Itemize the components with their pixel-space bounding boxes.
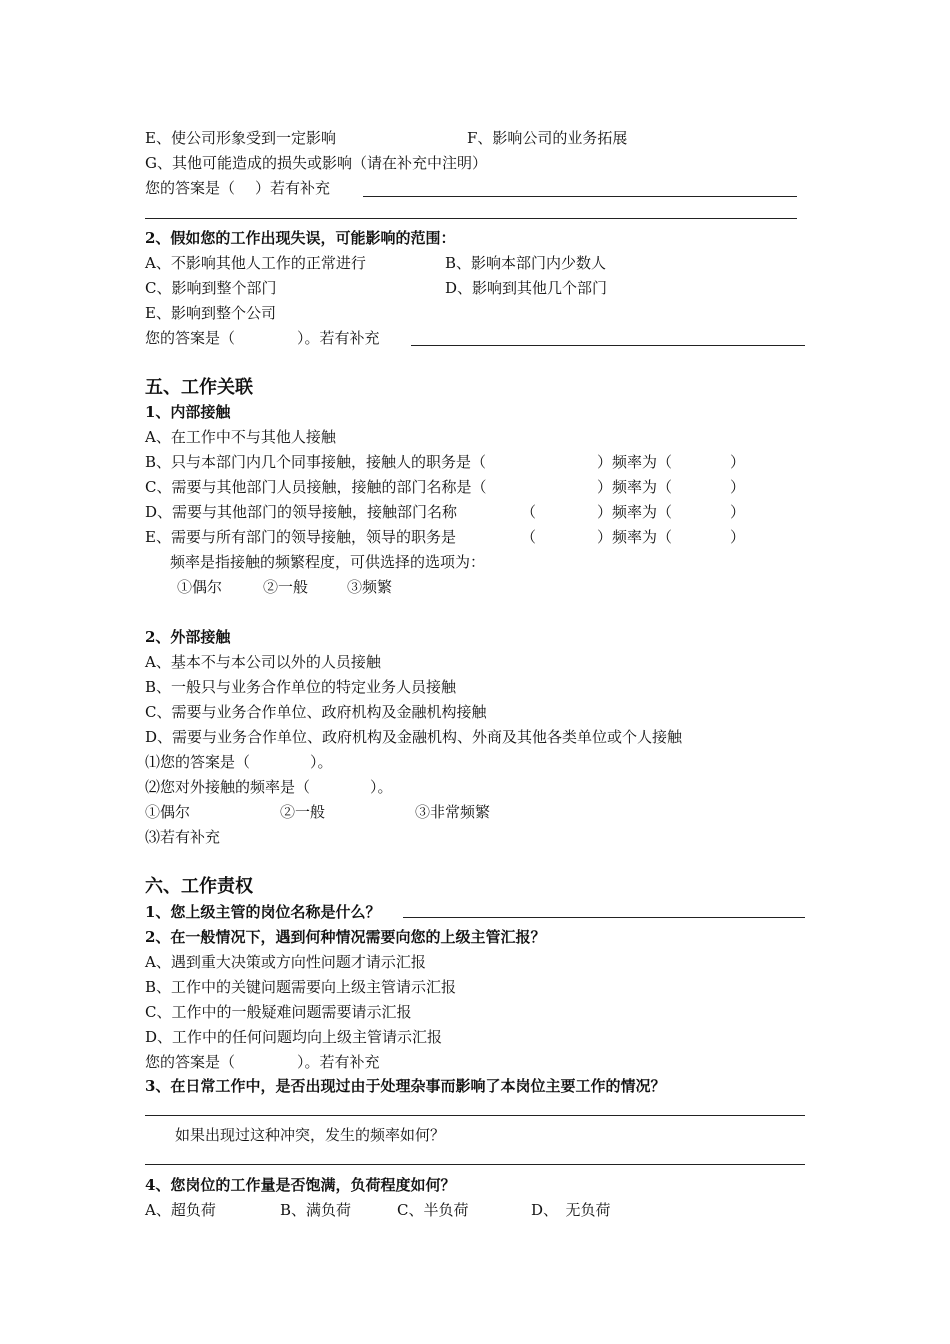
q2-answer-prefix: 您的答案是（ [145, 329, 236, 347]
external-frequency-option-1: ①偶尔 [145, 803, 191, 821]
frequency-option-1: ①偶尔 [177, 578, 223, 596]
internal-option-b-freq: ）频率为（ [597, 453, 673, 471]
external-frequency-option-2: ②一般 [280, 803, 326, 821]
external-supplement: ⑶若有补充 [145, 828, 221, 846]
internal-option-c-freq: ）频率为（ [597, 478, 673, 496]
external-frequency-suffix: ）。 [370, 778, 393, 796]
internal-option-d-close: ） [730, 503, 746, 521]
external-option-d: D、需要与业务合作单位、政府机构及金融机构、外商及其他各类单位或个人接触 [145, 728, 683, 746]
supplement-rule-2[interactable] [145, 218, 797, 219]
q2-report-option-a: A、遇到重大决策或方向性问题才请示汇报 [145, 953, 426, 971]
section-5-title: 五、工作关联 [145, 377, 253, 398]
q2-supplement-rule[interactable] [411, 345, 805, 346]
q2-option-e: E、影响到整个公司 [145, 304, 276, 322]
internal-option-b: B、只与本部门内几个同事接触，接触人的职务是（ [145, 453, 487, 471]
internal-option-e-freq: ）频率为（ [597, 528, 673, 546]
external-option-b: B、一般只与业务合作单位的特定业务人员接触 [145, 678, 457, 696]
frequency-option-2: ②一般 [263, 578, 309, 596]
responsibility-q4: 4、您岗位的工作量是否饱满，负荷程度如何？ [145, 1176, 456, 1194]
option-e: E、使公司形象受到一定影响 [145, 129, 336, 147]
q2-report-option-c: C、工作中的一般疑难问题需要请示汇报 [145, 1003, 412, 1021]
frequency-note: 频率是指接触的频繁程度，可供选择的选项为： [170, 553, 486, 571]
workload-option-a: A、超负荷 [145, 1201, 216, 1219]
option-f: F、影响公司的业务拓展 [467, 129, 628, 147]
internal-option-e: E、需要与所有部门的领导接触，领导的职务是 [145, 528, 456, 546]
answer-suffix: ）若有补充 [255, 179, 331, 197]
answer-prefix: 您的答案是（ [145, 179, 236, 197]
external-frequency-line [145, 777, 393, 797]
q2-report-option-d: D、工作中的任何问题均向上级主管请示汇报 [145, 1028, 443, 1046]
option-e-line [145, 128, 336, 148]
external-frequency-prefix: ⑵您对外接触的频率是（ [145, 778, 311, 796]
q2-option-b: B、影响本部门内少数人 [445, 254, 607, 272]
internal-option-c-close: ） [730, 478, 746, 496]
option-g: G、其他可能造成的损失或影响（请在补充中注明） [145, 154, 487, 172]
q2-report-answer-suffix: ）。若有补充 [297, 1053, 380, 1071]
frequency-option-3: ③频繁 [347, 578, 393, 596]
workload-option-c: C、半负荷 [397, 1201, 469, 1219]
internal-option-d: D、需要与其他部门的领导接触，接触部门名称 [145, 503, 458, 521]
responsibility-q1: 1、您上级主管的岗位名称是什么？ [145, 903, 381, 921]
responsibility-q2: 2、在一般情况下，遇到何种情况需要向您的上级主管汇报？ [145, 928, 546, 946]
internal-option-d-open: （ [521, 503, 537, 521]
q3-follow-up-rule[interactable] [145, 1164, 805, 1165]
internal-contact-title: 1、内部接触 [145, 403, 231, 421]
internal-option-b-close: ） [730, 453, 746, 471]
internal-option-e-open: （ [521, 528, 537, 546]
answer-line-1 [145, 178, 330, 198]
internal-option-a: A、在工作中不与其他人接触 [145, 428, 336, 446]
internal-option-d-freq: ）频率为（ [597, 503, 673, 521]
q2-answer-line [145, 328, 380, 348]
workload-option-d: D、 无负荷 [531, 1201, 611, 1219]
external-answer-line [145, 752, 333, 772]
question-2-title: 2、假如您的工作出现失误，可能影响的范围： [145, 229, 456, 247]
q2-option-c: C、影响到整个部门 [145, 279, 277, 297]
q2-answer-suffix: ）。若有补充 [297, 329, 380, 347]
external-option-a: A、基本不与本公司以外的人员接触 [145, 653, 381, 671]
external-answer-suffix: ）。 [310, 753, 333, 771]
external-option-c: C、需要与业务合作单位、政府机构及金融机构接触 [145, 703, 487, 721]
q1-answer-rule[interactable] [403, 917, 805, 918]
q2-option-d: D、影响到其他几个部门 [445, 279, 608, 297]
workload-option-b: B、满负荷 [280, 1201, 352, 1219]
q2-report-answer [145, 1052, 380, 1072]
section-6-title: 六、工作责权 [145, 876, 253, 897]
q3-answer-rule[interactable] [145, 1115, 805, 1116]
supplement-rule-1[interactable] [363, 196, 797, 197]
external-answer-prefix: ⑴您的答案是（ [145, 753, 251, 771]
external-frequency-option-3: ③非常频繁 [415, 803, 491, 821]
q3-follow-up: 如果出现过这种冲突，发生的频率如何？ [175, 1126, 446, 1144]
q2-report-option-b: B、工作中的关键问题需要向上级主管请示汇报 [145, 978, 457, 996]
q2-report-answer-prefix: 您的答案是（ [145, 1053, 236, 1071]
responsibility-q3: 3、在日常工作中，是否出现过由于处理杂事而影响了本岗位主要工作的情况？ [145, 1077, 666, 1095]
q2-option-a: A、不影响其他人工作的正常进行 [145, 254, 366, 272]
external-contact-title: 2、外部接触 [145, 628, 231, 646]
document-page [145, 0, 807, 1344]
internal-option-c: C、需要与其他部门人员接触，接触的部门名称是（ [145, 478, 487, 496]
internal-option-e-close: ） [730, 528, 746, 546]
